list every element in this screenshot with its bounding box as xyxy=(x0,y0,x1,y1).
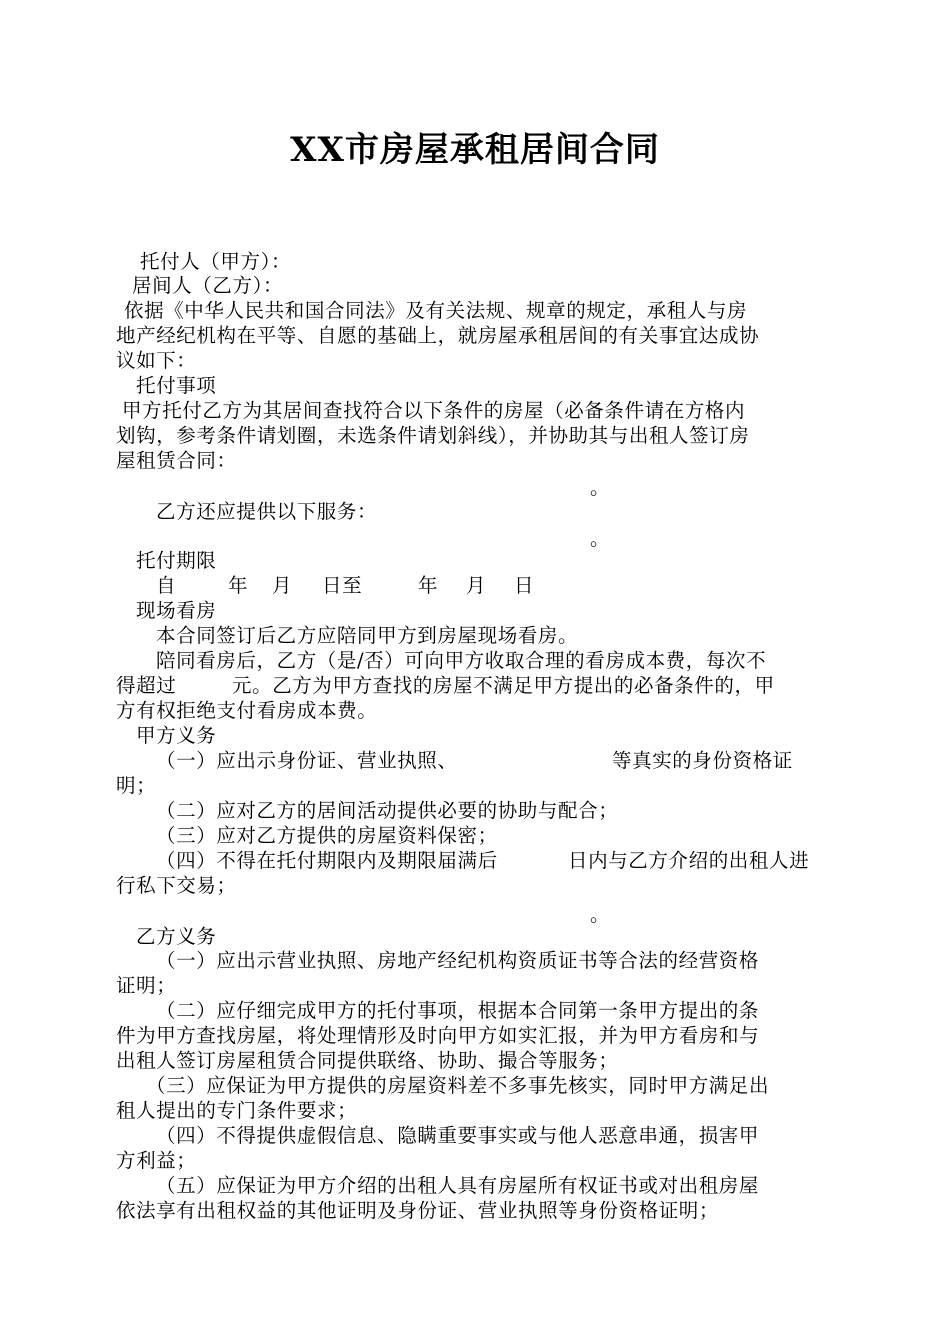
preamble-line-1: 依据《中华人民共和国合同法》及有关法规、规章的规定，承租人与房 xyxy=(124,299,748,322)
blank-end-period: 。 xyxy=(590,476,610,499)
viewing-line-2: 陪同看房后，乙方（是/否）可向甲方收取合理的看房成本费，每次不 xyxy=(156,649,767,672)
viewing-line-1: 本合同签订后乙方应陪同甲方到房屋现场看房。 xyxy=(156,624,579,647)
section-heading-broker-duties: 乙方义务 xyxy=(136,925,217,948)
broker-duty-4-line-2: 方利益； xyxy=(116,1149,197,1172)
commission-line-1: 甲方托付乙方为其居间查找符合以下条件的房屋（必备条件请在方格内 xyxy=(122,399,746,422)
broker-duty-3-line-1: （三）应保证为甲方提供的房屋资料差不多事先核实，同时甲方满足出 xyxy=(146,1074,770,1097)
preamble-line-2: 地产经纪机构在平等、自愿的基础上，就房屋承租居间的有关事宜达成协 xyxy=(116,324,760,347)
broker-duty-5-line-2: 依法享有出租权益的其他证明及身份证、营业执照等身份资格证明； xyxy=(116,1199,720,1222)
broker-duty-1-line-1: （一）应出示营业执照、房地产经纪机构资质证书等合法的经营资格 xyxy=(156,949,760,972)
commission-line-3: 屋租赁合同： xyxy=(116,449,237,472)
client-duty-4-line-2: 行私下交易； xyxy=(116,874,237,897)
blank-end-period: 。 xyxy=(590,527,610,550)
client-duty-2: （二）应对乙方的居间活动提供必要的协助与配合； xyxy=(156,799,619,822)
broker-duty-5-line-1: （五）应保证为甲方介绍的出租人具有房屋所有权证书或对出租房屋 xyxy=(156,1174,760,1197)
broker-duty-3-line-2: 租人提出的专门条件要求； xyxy=(116,1099,358,1122)
client-duty-1-line-2: 明； xyxy=(116,774,157,797)
section-heading-viewing: 现场看房 xyxy=(136,599,217,622)
broker-duty-4-line-1: （四）不得提供虚假信息、隐瞒重要事实或与他人恶意串通，损害甲 xyxy=(156,1124,760,1147)
commission-line-2: 划钩，参考条件请划圈，未选条件请划斜线），并协助其与出租人签订房 xyxy=(116,424,750,447)
viewing-line-3: 得超过 元。乙方为甲方查找的房屋不满足甲方提出的必备条件的，甲 xyxy=(116,674,775,697)
client-duty-4-line-1: （四）不得在托付期限内及期限届满后 日内与乙方介绍的出租人进 xyxy=(156,849,810,872)
viewing-line-4: 方有权拒绝支付看房成本费。 xyxy=(116,699,378,722)
term-date-line: 自 年 月 日至 年 月 日 xyxy=(156,574,535,597)
client-duty-3: （三）应对乙方提供的房屋资料保密； xyxy=(156,824,498,847)
broker-party-line: 居间人（乙方）： xyxy=(132,274,284,297)
section-heading-commission: 托付事项 xyxy=(136,374,217,397)
client-duty-1-line-1: （一）应出示身份证、营业执照、 等真实的身份资格证 xyxy=(156,749,793,772)
blank-end-period: 。 xyxy=(590,903,610,926)
section-heading-term: 托付期限 xyxy=(136,549,217,572)
section-heading-client-duties: 甲方义务 xyxy=(136,724,217,747)
document-title: XX市房屋承租居间合同 xyxy=(290,130,660,170)
extra-services-line: 乙方还应提供以下服务： xyxy=(156,500,378,523)
broker-duty-1-line-2: 证明； xyxy=(116,974,177,997)
preamble-line-3: 议如下： xyxy=(116,349,197,372)
client-party-line: 托付人（甲方）： xyxy=(140,250,292,273)
broker-duty-2-line-2: 件为甲方查找房屋，将处理情形及时向甲方如实汇报，并为甲方看房和与 xyxy=(116,1024,760,1047)
broker-duty-2-line-3: 出租人签订房屋租赁合同提供联络、协助、撮合等服务； xyxy=(116,1049,619,1072)
broker-duty-2-line-1: （二）应仔细完成甲方的托付事项，根据本合同第一条甲方提出的条 xyxy=(156,999,760,1022)
